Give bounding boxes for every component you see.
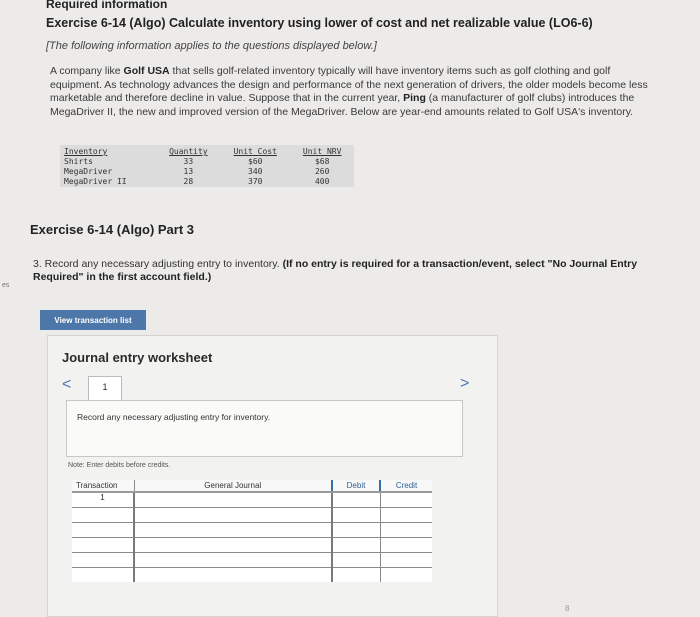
account-field[interactable] xyxy=(134,553,332,568)
credit-field[interactable] xyxy=(380,568,432,583)
debit-field[interactable] xyxy=(332,553,380,568)
transaction-number xyxy=(72,568,134,583)
account-field[interactable] xyxy=(134,508,332,523)
item-unit-cost: 340 xyxy=(248,167,263,176)
item-unit-nrv: 260 xyxy=(314,167,330,176)
item-unit-cost: 370 xyxy=(248,177,263,186)
credit-field[interactable] xyxy=(380,492,432,508)
transaction-number xyxy=(72,508,134,523)
intro-paragraph xyxy=(50,65,660,119)
col-quantity: Quantity xyxy=(169,147,208,156)
table-row xyxy=(72,568,432,583)
question-instruction: (If no entry is required for a transaction/event, select "No Journal Entry Required" in the first account field.) xyxy=(33,258,638,283)
inventory-table xyxy=(60,145,354,187)
table-row xyxy=(60,167,354,177)
exercise-note: [The following information applies to the questions displayed below.] xyxy=(46,40,377,52)
col-debit: Debit xyxy=(332,480,380,492)
table-row xyxy=(72,538,432,553)
account-field[interactable] xyxy=(134,538,332,553)
table-row xyxy=(60,157,354,167)
journal-table xyxy=(72,480,432,582)
tab-transaction-1[interactable]: 1 xyxy=(88,376,122,401)
item-unit-nrv: 400 xyxy=(314,177,330,186)
table-row xyxy=(72,508,432,523)
table-row xyxy=(72,492,432,508)
col-transaction: Transaction xyxy=(72,480,134,492)
chevron-left-icon[interactable]: < xyxy=(62,376,72,393)
item-unit-nrv: $68 xyxy=(314,157,330,166)
item-name: MegaDriver II xyxy=(64,177,127,186)
company-name: Golf USA xyxy=(123,65,170,77)
journal-header-row xyxy=(72,480,432,492)
debit-field[interactable] xyxy=(332,523,380,538)
intro-text-3: (a manufacturer of golf clubs) introduces the MegaDriver II, the new and improved version of the MegaDriver. Below are year-end amounts related to Golf USA's inventory. xyxy=(50,92,635,118)
col-general-journal: General Journal xyxy=(134,480,332,492)
table-row xyxy=(72,523,432,538)
page-edge-fragment: es xyxy=(2,282,10,289)
instruction-box xyxy=(66,400,463,457)
item-quantity: 28 xyxy=(183,177,194,186)
debit-field[interactable] xyxy=(332,568,380,583)
col-unit-cost: Unit Cost xyxy=(233,147,277,156)
instruction-text: Record any necessary adjusting entry for inventory. xyxy=(77,412,271,422)
item-unit-cost: $60 xyxy=(248,157,263,166)
transaction-number: 1 xyxy=(72,492,134,508)
item-quantity: 33 xyxy=(183,157,194,166)
transaction-number xyxy=(72,538,134,553)
required-info-header: Required information xyxy=(46,0,168,11)
question-text xyxy=(33,258,653,284)
item-name: Shirts xyxy=(64,157,93,166)
item-name: MegaDriver xyxy=(64,167,113,176)
part-title: Exercise 6-14 (Algo) Part 3 xyxy=(30,222,195,237)
col-credit: Credit xyxy=(380,480,432,492)
credit-field[interactable] xyxy=(380,508,432,523)
account-field[interactable] xyxy=(134,492,332,508)
exercise-title: Exercise 6-14 (Algo) Calculate inventory using lower of cost and net realizable value (LO6-6) xyxy=(46,16,593,30)
intro-text-1: A company like xyxy=(50,65,124,77)
col-inventory: Inventory xyxy=(64,147,108,156)
inventory-header-row xyxy=(60,145,354,157)
credit-field[interactable] xyxy=(380,553,432,568)
account-field[interactable] xyxy=(134,568,332,583)
transaction-number xyxy=(72,523,134,538)
transaction-number xyxy=(72,553,134,568)
col-unit-nrv: Unit NRV xyxy=(302,147,342,156)
table-row xyxy=(72,553,432,568)
worksheet-title: Journal entry worksheet xyxy=(62,350,213,365)
credit-field[interactable] xyxy=(380,523,432,538)
debit-field[interactable] xyxy=(332,538,380,553)
debit-field[interactable] xyxy=(332,508,380,523)
credit-field[interactable] xyxy=(380,538,432,553)
debit-credit-note: Note: Enter debits before credits. xyxy=(68,462,171,469)
corner-badge: 8 xyxy=(565,604,570,613)
question-main: 3. Record any necessary adjusting entry to inventory. xyxy=(33,258,283,270)
view-transaction-list-button[interactable]: View transaction list xyxy=(40,310,146,330)
manufacturer-name: Ping xyxy=(403,92,426,104)
item-quantity: 13 xyxy=(183,167,194,176)
debit-field[interactable] xyxy=(332,492,380,508)
journal-entry-worksheet xyxy=(47,335,498,617)
chevron-right-icon[interactable]: > xyxy=(460,375,470,392)
table-row xyxy=(60,177,354,187)
intro-text-2: that sells golf-related inventory typically will have inventory items such as golf clothing and golf equipment. As technology advances the design and performance of the next generation of drivers, the older models become less marketable and therefore decline in value. Suppose that in the current year, xyxy=(50,65,648,104)
account-field[interactable] xyxy=(134,523,332,538)
